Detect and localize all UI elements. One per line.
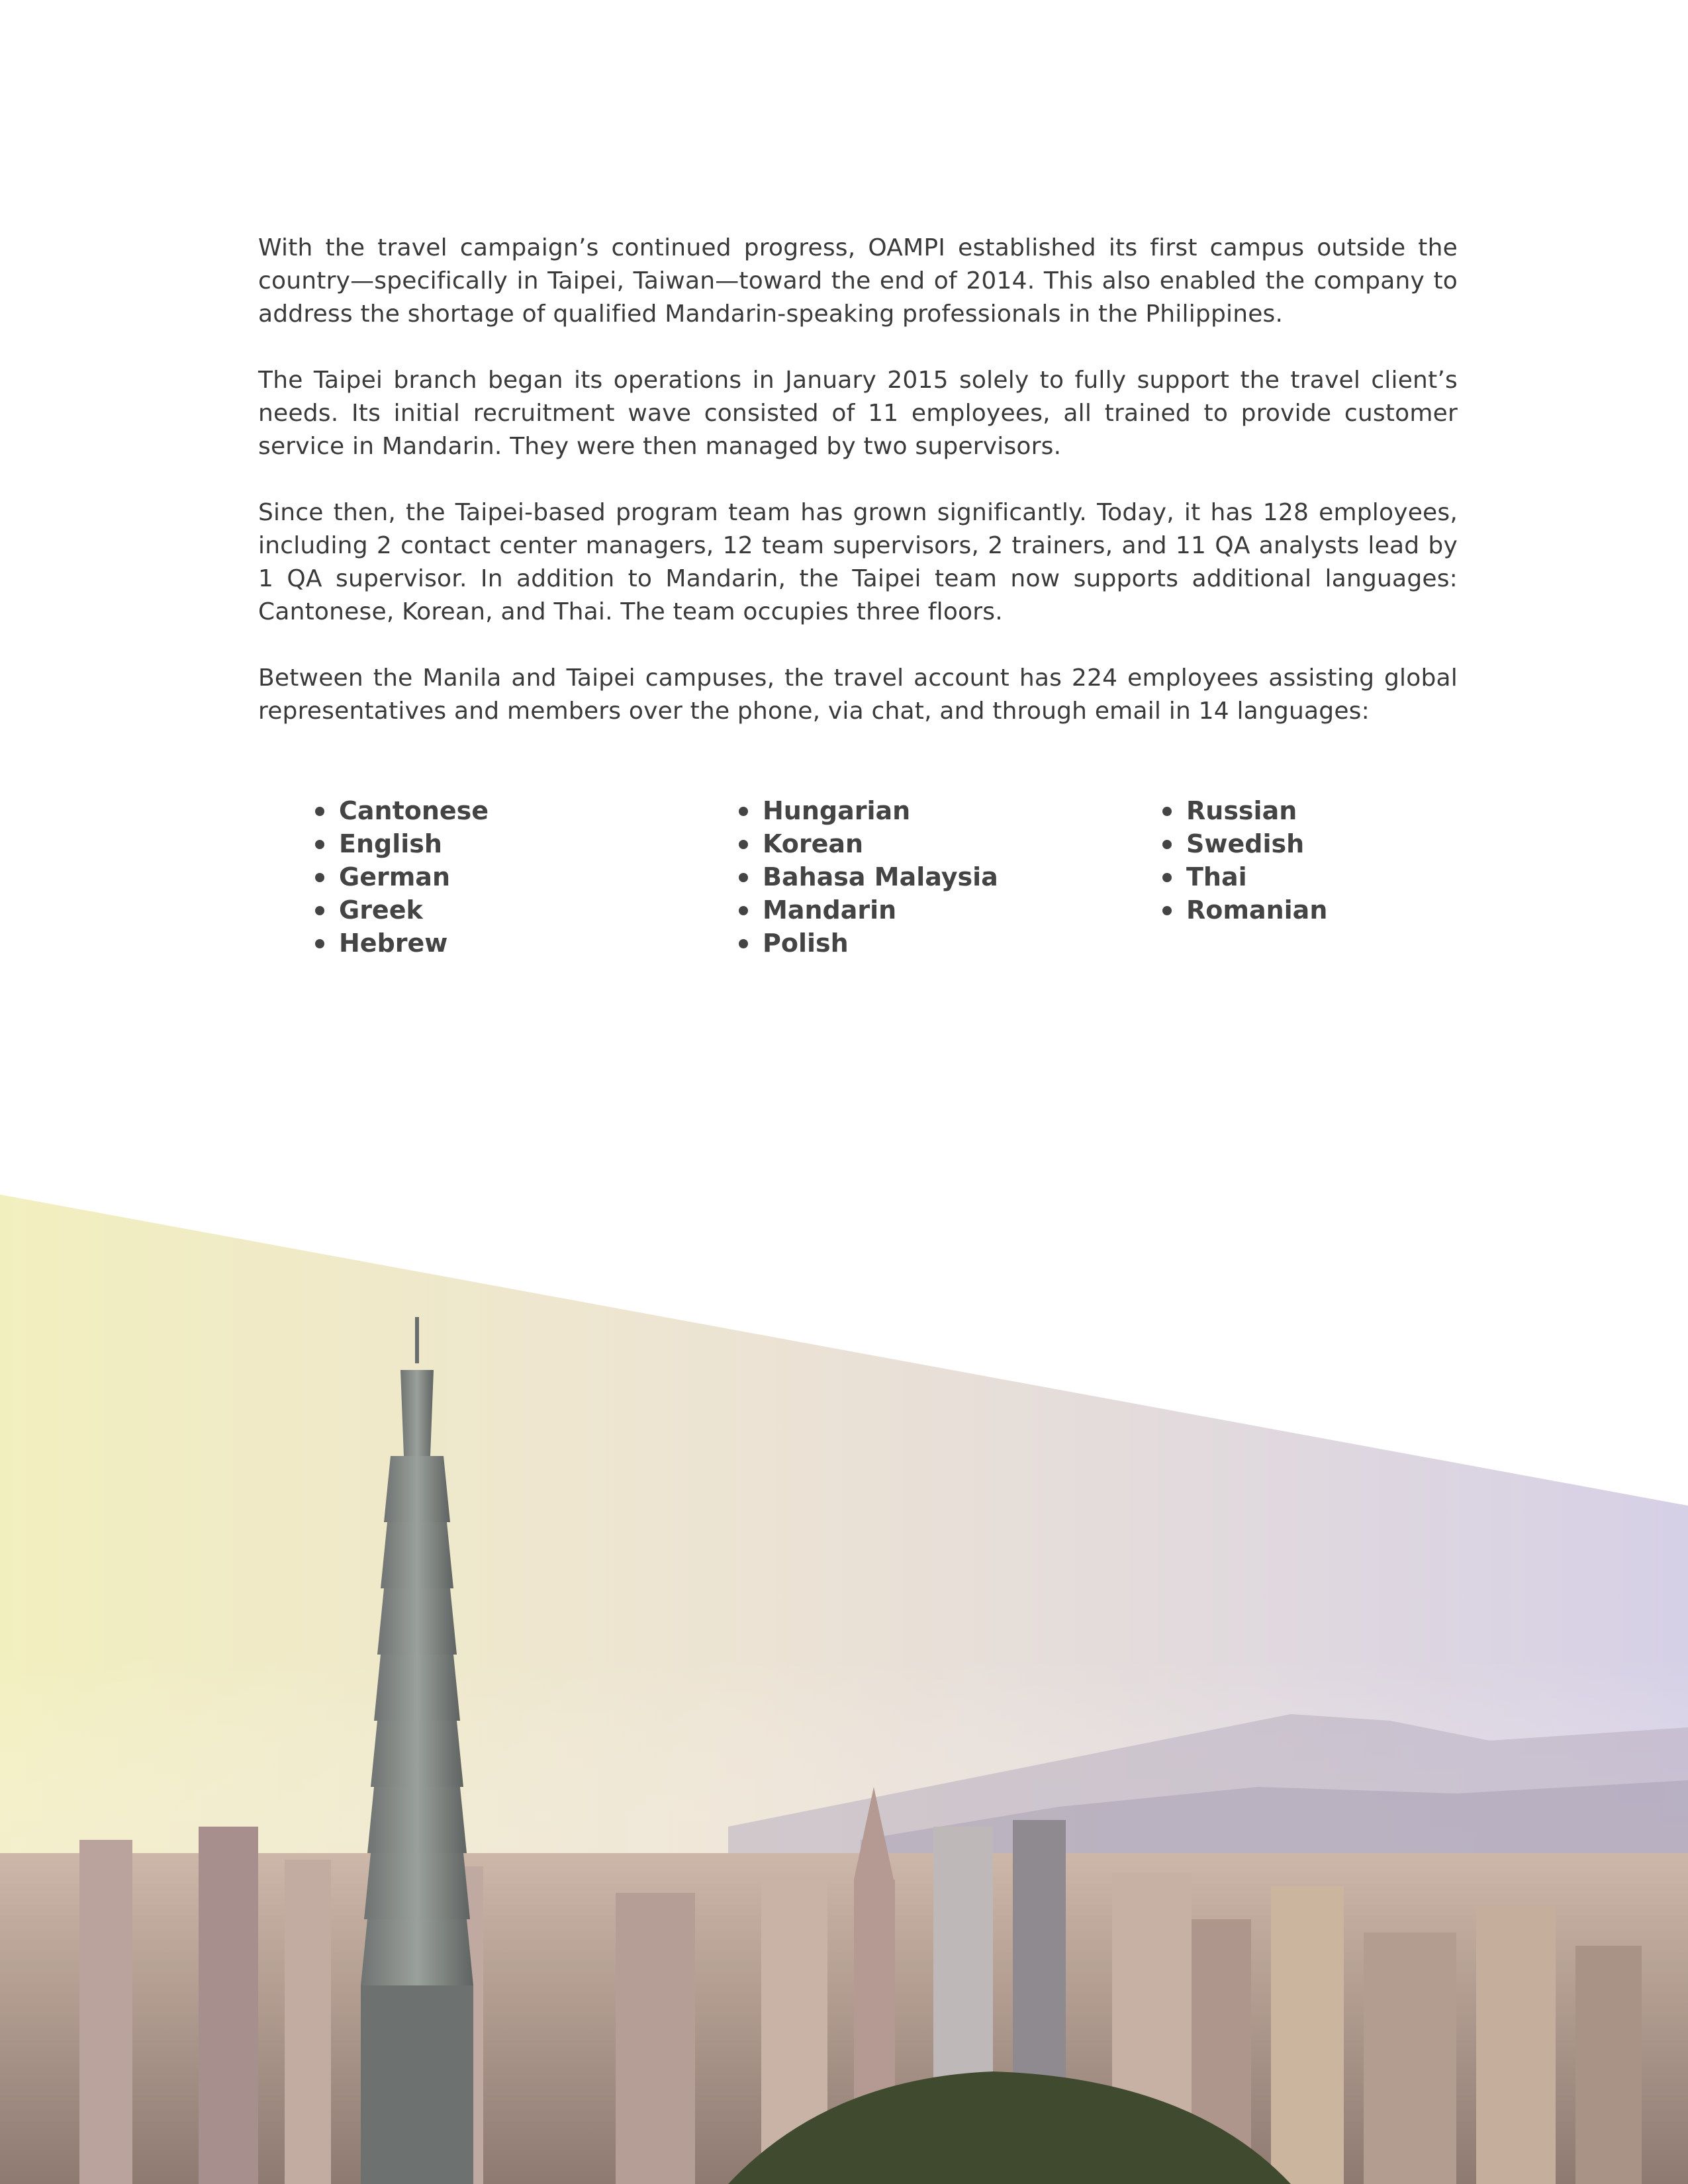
list-item: Polish	[739, 927, 998, 960]
list-item: Hebrew	[315, 927, 489, 960]
list-item: Korean	[739, 827, 998, 860]
list-item: Mandarin	[739, 893, 998, 927]
paragraph-campus-outside: With the travel campaign’s continued progress, OAMPI established its first campus outside the country—specifically in Taipei, Taiwan—toward the end of 2014. This also enabled the company to address the shortage of qualified Mandarin-speaking professionals in the Philippines.	[258, 234, 1458, 328]
list-item: Greek	[315, 893, 489, 927]
list-item: Thai	[1162, 860, 1327, 893]
paragraph-taipei-branch: The Taipei branch began its operations in January 2015 solely to fully support the travel client’s needs. Its initial recruitment wave consisted of 11 employees, all trained to provide customer service in Mandarin. They were then managed by two supervisors.	[258, 367, 1458, 460]
paragraph-team-growth: Since then, the Taipei-based program team has grown significantly. Today, it has 128 employees, including 2 contact center managers, 12 team supervisors, 2 trainers, and 11 QA analysts lead by 1 QA supervisor. In addition to Mandarin, the Taipei team now supports additional languages: Cantonese, Korean, and Thai. The team occupies three floors.	[258, 499, 1458, 625]
list-item: Bahasa Malaysia	[739, 860, 998, 893]
list-item: English	[315, 827, 489, 860]
list-item: Romanian	[1162, 893, 1327, 927]
paragraph-languages-intro: Between the Manila and Taipei campuses, the travel account has 224 employees assisting global representatives and members over the phone, via chat, and through email in 14 languages:	[258, 664, 1458, 725]
list-item: Hungarian	[739, 794, 998, 827]
list-item: Russian	[1162, 794, 1327, 827]
languages-column-3	[1162, 794, 1327, 927]
list-item: Cantonese	[315, 794, 489, 827]
list-item: German	[315, 860, 489, 893]
languages-list	[315, 794, 1507, 966]
taipei-skyline-photo-icon	[0, 1191, 1688, 2184]
body-text	[258, 232, 1458, 761]
list-item: Swedish	[1162, 827, 1327, 860]
languages-column-1	[315, 794, 489, 960]
languages-column-2	[739, 794, 998, 960]
